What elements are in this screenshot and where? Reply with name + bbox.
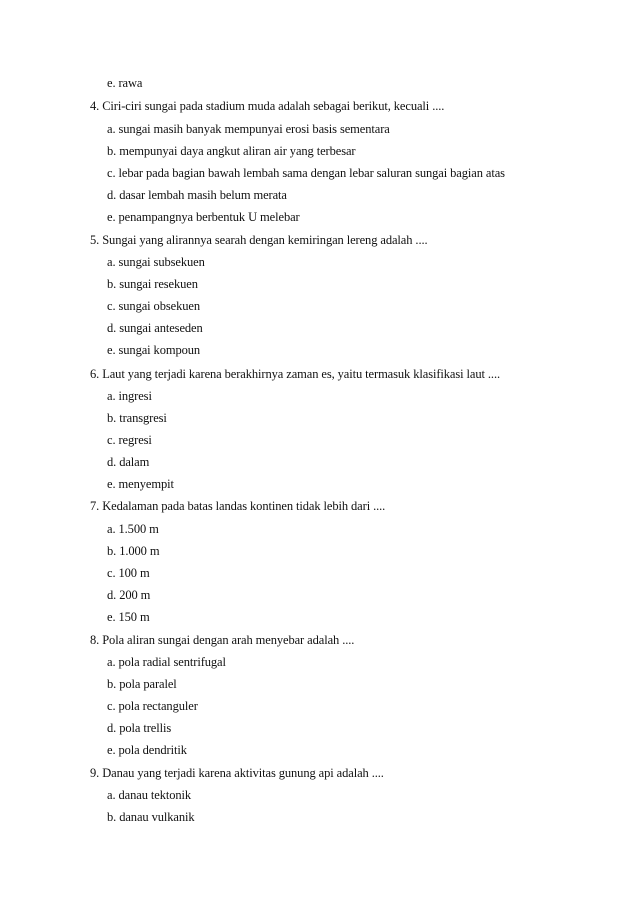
question-6: 6. Laut yang terjadi karena berakhirnya zaman es, yaitu termasuk klasifikasi laut .... [90,367,500,381]
question-5-option-d: d. sungai anteseden [107,321,203,335]
question-8-option-c: c. pola rectanguler [107,699,198,713]
question-7-option-e: e. 150 m [107,610,150,624]
question-5-option-b: b. sungai resekuen [107,277,198,291]
question-6-option-c: c. regresi [107,433,152,447]
question-7-option-b: b. 1.000 m [107,544,160,558]
question-6-option-d: d. dalam [107,455,150,469]
question-6-option-a: a. ingresi [107,389,152,403]
question-4-option-a: a. sungai masih banyak mempunyai erosi basis sementara [107,122,390,136]
question-4: 4. Ciri-ciri sungai pada stadium muda adalah sebagai berikut, kecuali .... [90,99,445,113]
question-5-option-c: c. sungai obsekuen [107,299,200,313]
question-4-option-c: c. lebar pada bagian bawah lembah sama dengan lebar saluran sungai bagian atas [107,166,505,180]
question-8-option-d: d. pola trellis [107,721,172,735]
question-7-option-a: a. 1.500 m [107,522,159,536]
question-8-option-b: b. pola paralel [107,677,177,691]
question-6-option-b: b. transgresi [107,411,167,425]
question-6-option-e: e. menyempit [107,477,174,491]
question-9-option-b: b. danau vulkanik [107,810,195,824]
option-prev-e: e. rawa [107,76,143,90]
question-9: 9. Danau yang terjadi karena aktivitas gunung api adalah .... [90,766,384,780]
question-9-option-a: a. danau tektonik [107,788,192,802]
question-7: 7. Kedalaman pada batas landas kontinen tidak lebih dari .... [90,499,386,513]
question-4-option-e: e. penampangnya berbentuk U melebar [107,210,300,224]
question-5-option-e: e. sungai kompoun [107,343,201,357]
question-5: 5. Sungai yang alirannya searah dengan kemiringan lereng adalah .... [90,233,428,247]
question-7-option-d: d. 200 m [107,588,151,602]
question-7-option-c: c. 100 m [107,566,150,580]
question-4-option-d: d. dasar lembah masih belum merata [107,188,287,202]
question-8-option-a: a. pola radial sentrifugal [107,655,226,669]
question-8-option-e: e. pola dendritik [107,743,187,757]
question-8: 8. Pola aliran sungai dengan arah menyebar adalah .... [90,633,355,647]
question-5-option-a: a. sungai subsekuen [107,255,205,269]
question-4-option-b: b. mempunyai daya angkut aliran air yang terbesar [107,144,356,158]
